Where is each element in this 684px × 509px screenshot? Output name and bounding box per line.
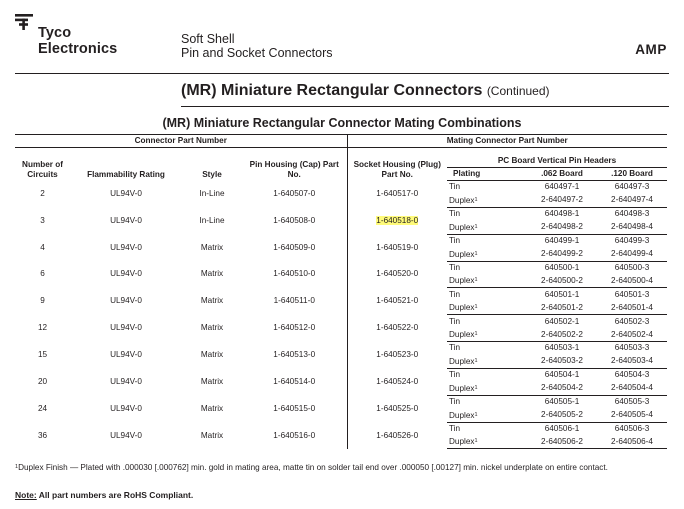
cell-plating-duplex bbox=[447, 328, 527, 342]
cell-120-tin: 640498-3 bbox=[614, 209, 650, 219]
socket-part-number: 1-640517-0 bbox=[376, 188, 419, 198]
cell-rating: UL94V-0 bbox=[110, 269, 142, 279]
cell-rating: UL94V-0 bbox=[110, 215, 142, 225]
cell-pin-housing: 1-640516-0 bbox=[273, 430, 316, 440]
cell-rating: UL94V-0 bbox=[110, 403, 142, 413]
cell-062-duplex: 2-640497-2 bbox=[527, 194, 597, 208]
cell-062-tin: 640498-1 bbox=[544, 209, 580, 219]
duplex-label: Duplex bbox=[449, 195, 475, 205]
footnote-marker: 1 bbox=[15, 464, 19, 470]
duplex-label: Duplex bbox=[449, 356, 475, 366]
cell-plating-duplex bbox=[447, 274, 527, 288]
footnote bbox=[15, 462, 670, 473]
cell-style: Matrix bbox=[200, 242, 224, 252]
cell-pin-housing: 1-640513-0 bbox=[273, 349, 316, 359]
cell-circuits: 24 bbox=[37, 403, 48, 413]
col-header-flammability: Flammability Rating bbox=[87, 169, 165, 179]
group-header-mating: Mating Connector Part Number bbox=[347, 135, 667, 148]
cell-rating: UL94V-0 bbox=[110, 430, 142, 440]
cell-style: Matrix bbox=[200, 430, 224, 440]
cell-style: Matrix bbox=[200, 349, 224, 359]
table-row bbox=[15, 261, 667, 274]
socket-part-number: 1-640526-0 bbox=[376, 430, 419, 440]
cell-plating-tin: Tin bbox=[449, 397, 461, 407]
cell-circuits: 9 bbox=[40, 296, 45, 306]
socket-part-number: 1-640525-0 bbox=[376, 403, 419, 413]
cell-socket-housing bbox=[347, 422, 447, 449]
cell-socket-housing bbox=[347, 288, 447, 315]
cell-style: Matrix bbox=[200, 323, 224, 333]
duplex-footnote-marker: 1 bbox=[474, 331, 478, 338]
cell-circuits: 20 bbox=[37, 376, 48, 386]
cell-120-duplex: 2-640500-4 bbox=[597, 274, 667, 288]
cell-rating: UL94V-0 bbox=[110, 242, 142, 252]
cell-062-duplex: 2-640505-2 bbox=[527, 409, 597, 423]
cell-062-duplex: 2-640500-2 bbox=[527, 274, 597, 288]
cell-120-duplex: 2-640498-4 bbox=[597, 221, 667, 235]
cell-plating-duplex bbox=[447, 301, 527, 315]
socket-part-number: 1-640518-0 bbox=[376, 215, 419, 225]
table-row bbox=[15, 422, 667, 435]
cell-062-duplex: 2-640499-2 bbox=[527, 248, 597, 262]
cell-pin-housing: 1-640508-0 bbox=[273, 215, 316, 225]
cell-socket-housing bbox=[347, 234, 447, 261]
logo-line-1: Tyco bbox=[38, 25, 72, 41]
cell-plating-tin: Tin bbox=[449, 289, 461, 299]
cell-style: Matrix bbox=[200, 296, 224, 306]
cell-plating-tin: Tin bbox=[449, 262, 461, 272]
brand-label: AMP bbox=[635, 42, 667, 57]
title-main: (MR) Miniature Rectangular Connectors bbox=[181, 82, 483, 99]
socket-part-number: 1-640523-0 bbox=[376, 349, 419, 359]
table-row bbox=[15, 234, 667, 247]
duplex-label: Duplex bbox=[449, 330, 475, 340]
cell-120-duplex: 2-640506-4 bbox=[597, 435, 667, 449]
cell-circuits: 2 bbox=[40, 188, 45, 198]
cell-style: Matrix bbox=[200, 269, 224, 279]
cell-plating-duplex bbox=[447, 409, 527, 423]
cell-circuits: 12 bbox=[37, 323, 48, 333]
cell-rating: UL94V-0 bbox=[110, 349, 142, 359]
cell-circuits: 6 bbox=[40, 269, 45, 279]
col-header-socket-housing: Socket Housing (Plug) Part No. bbox=[347, 148, 447, 181]
cell-plating-duplex bbox=[447, 248, 527, 262]
cell-062-tin: 640499-1 bbox=[544, 236, 580, 246]
header-divider bbox=[15, 73, 669, 74]
cell-062-tin: 640502-1 bbox=[544, 316, 580, 326]
cell-062-duplex: 2-640502-2 bbox=[527, 328, 597, 342]
footnote-text: Duplex Finish — Plated with .000030 [.000762] min. gold in mating area, matte tin on solder tail end over .000050 [.00127] min. nickel underplate on entire contact. bbox=[18, 463, 608, 472]
duplex-footnote-marker: 1 bbox=[474, 196, 478, 203]
table-body bbox=[15, 181, 667, 449]
cell-socket-housing bbox=[347, 261, 447, 288]
table-title: (MR) Miniature Rectangular Connector Mating Combinations bbox=[162, 116, 522, 130]
note-text: All part numbers are RoHS Compliant. bbox=[36, 490, 194, 500]
cell-rating: UL94V-0 bbox=[110, 323, 142, 333]
cell-plating-duplex bbox=[447, 382, 527, 396]
cell-120-duplex: 2-640497-4 bbox=[597, 194, 667, 208]
duplex-footnote-marker: 1 bbox=[474, 357, 478, 364]
cell-120-duplex: 2-640501-4 bbox=[597, 301, 667, 315]
duplex-label: Duplex bbox=[449, 437, 475, 447]
cell-062-tin: 640500-1 bbox=[544, 262, 580, 272]
cell-rating: UL94V-0 bbox=[110, 376, 142, 386]
table-row bbox=[15, 342, 667, 355]
cell-circuits: 3 bbox=[40, 215, 45, 225]
col-header-120-board: .120 Board bbox=[597, 168, 667, 181]
cell-plating-tin: Tin bbox=[449, 182, 461, 192]
cell-socket-housing bbox=[347, 395, 447, 422]
cell-120-duplex: 2-640503-4 bbox=[597, 355, 667, 369]
page-title bbox=[181, 82, 550, 100]
cell-120-tin: 640500-3 bbox=[614, 262, 650, 272]
title-divider bbox=[181, 106, 669, 107]
cell-socket-housing bbox=[347, 207, 447, 234]
cell-062-tin: 640501-1 bbox=[544, 289, 580, 299]
cell-120-tin: 640499-3 bbox=[614, 236, 650, 246]
table-row bbox=[15, 395, 667, 408]
cell-plating-duplex bbox=[447, 355, 527, 369]
table-row bbox=[15, 288, 667, 301]
cell-120-tin: 640497-3 bbox=[614, 182, 650, 192]
cell-120-tin: 640505-3 bbox=[614, 397, 650, 407]
title-continued: (Continued) bbox=[486, 84, 550, 98]
cell-pin-housing: 1-640514-0 bbox=[273, 376, 316, 386]
cell-062-duplex: 2-640501-2 bbox=[527, 301, 597, 315]
duplex-label: Duplex bbox=[449, 249, 475, 259]
cell-plating-tin: Tin bbox=[449, 316, 461, 326]
cell-pin-housing: 1-640509-0 bbox=[273, 242, 316, 252]
duplex-label: Duplex bbox=[449, 276, 475, 286]
cell-120-tin: 640502-3 bbox=[614, 316, 650, 326]
cell-pin-housing: 1-640515-0 bbox=[273, 403, 316, 413]
socket-part-number: 1-640519-0 bbox=[376, 242, 419, 252]
cell-120-tin: 640501-3 bbox=[614, 289, 650, 299]
col-header-062-board: .062 Board bbox=[527, 168, 597, 181]
table-row bbox=[15, 181, 667, 194]
duplex-footnote-marker: 1 bbox=[474, 304, 478, 311]
cell-120-tin: 640503-3 bbox=[614, 343, 650, 353]
duplex-label: Duplex bbox=[449, 383, 475, 393]
cell-062-tin: 640503-1 bbox=[544, 343, 580, 353]
cell-062-duplex: 2-640504-2 bbox=[527, 382, 597, 396]
cell-062-tin: 640497-1 bbox=[544, 182, 580, 192]
company-logo-text bbox=[38, 25, 117, 57]
group-header-connector: Connector Part Number bbox=[15, 135, 347, 148]
cell-062-duplex: 2-640503-2 bbox=[527, 355, 597, 369]
cell-circuits: 4 bbox=[40, 242, 45, 252]
cell-plating-tin: Tin bbox=[449, 236, 461, 246]
cell-style: In-Line bbox=[199, 188, 225, 198]
cell-120-duplex: 2-640502-4 bbox=[597, 328, 667, 342]
cell-style: Matrix bbox=[200, 376, 224, 386]
cell-pin-housing: 1-640511-0 bbox=[273, 296, 315, 306]
duplex-footnote-marker: 1 bbox=[474, 223, 478, 230]
col-header-pc-board: PC Board Vertical Pin Headers bbox=[447, 148, 667, 168]
cell-120-duplex: 2-640499-4 bbox=[597, 248, 667, 262]
duplex-label: Duplex bbox=[449, 303, 475, 313]
table-row bbox=[15, 207, 667, 220]
cell-plating-tin: Tin bbox=[449, 424, 461, 434]
cell-120-tin: 640506-3 bbox=[614, 424, 650, 434]
cell-plating-tin: Tin bbox=[449, 209, 461, 219]
table-row bbox=[15, 368, 667, 381]
cell-pin-housing: 1-640512-0 bbox=[273, 323, 316, 333]
duplex-footnote-marker: 1 bbox=[474, 411, 478, 418]
col-header-plating: Plating bbox=[447, 168, 527, 181]
col-header-circuits: Number of Circuits bbox=[22, 159, 63, 179]
socket-part-number: 1-640521-0 bbox=[376, 296, 419, 306]
cell-pin-housing: 1-640507-0 bbox=[273, 188, 316, 198]
duplex-label: Duplex bbox=[449, 222, 475, 232]
socket-part-number: 1-640520-0 bbox=[376, 269, 419, 279]
cell-style: Matrix bbox=[200, 403, 224, 413]
col-header-style: Style bbox=[202, 169, 222, 179]
cell-plating-duplex bbox=[447, 221, 527, 235]
cell-120-duplex: 2-640505-4 bbox=[597, 409, 667, 423]
cell-style: In-Line bbox=[199, 215, 225, 225]
duplex-label: Duplex bbox=[449, 410, 475, 420]
cell-plating-duplex bbox=[447, 435, 527, 449]
duplex-footnote-marker: 1 bbox=[474, 277, 478, 284]
cell-socket-housing bbox=[347, 368, 447, 395]
cell-120-tin: 640504-3 bbox=[614, 370, 650, 380]
note-label: Note: bbox=[15, 490, 37, 500]
product-line-1: Soft Shell bbox=[181, 32, 235, 46]
cell-pin-housing: 1-640510-0 bbox=[273, 269, 316, 279]
cell-062-tin: 640506-1 bbox=[544, 424, 580, 434]
cell-062-tin: 640504-1 bbox=[544, 370, 580, 380]
cell-rating: UL94V-0 bbox=[110, 296, 142, 306]
cell-rating: UL94V-0 bbox=[110, 188, 142, 198]
cell-062-duplex: 2-640498-2 bbox=[527, 221, 597, 235]
cell-plating-tin: Tin bbox=[449, 343, 461, 353]
socket-part-number: 1-640522-0 bbox=[376, 323, 419, 333]
cell-plating-duplex bbox=[447, 194, 527, 208]
col-header-pin-housing: Pin Housing (Cap) Part No. bbox=[249, 159, 339, 179]
cell-socket-housing bbox=[347, 342, 447, 369]
cell-circuits: 36 bbox=[37, 430, 48, 440]
duplex-footnote-marker: 1 bbox=[474, 384, 478, 391]
mating-combinations-table bbox=[15, 134, 667, 449]
cell-socket-housing bbox=[347, 181, 447, 208]
duplex-footnote-marker: 1 bbox=[474, 438, 478, 445]
table-row bbox=[15, 315, 667, 328]
cell-120-duplex: 2-640504-4 bbox=[597, 382, 667, 396]
cell-plating-tin: Tin bbox=[449, 370, 461, 380]
duplex-footnote-marker: 1 bbox=[474, 250, 478, 257]
tyco-logo-icon bbox=[15, 14, 33, 30]
cell-socket-housing bbox=[347, 315, 447, 342]
product-line-2: Pin and Socket Connectors bbox=[181, 46, 333, 60]
cell-062-tin: 640505-1 bbox=[544, 397, 580, 407]
socket-part-number: 1-640524-0 bbox=[376, 376, 419, 386]
rohs-note bbox=[15, 490, 193, 500]
cell-circuits: 15 bbox=[37, 349, 48, 359]
cell-062-duplex: 2-640506-2 bbox=[527, 435, 597, 449]
page-header bbox=[0, 0, 684, 75]
logo-line-2: Electronics bbox=[38, 41, 118, 57]
